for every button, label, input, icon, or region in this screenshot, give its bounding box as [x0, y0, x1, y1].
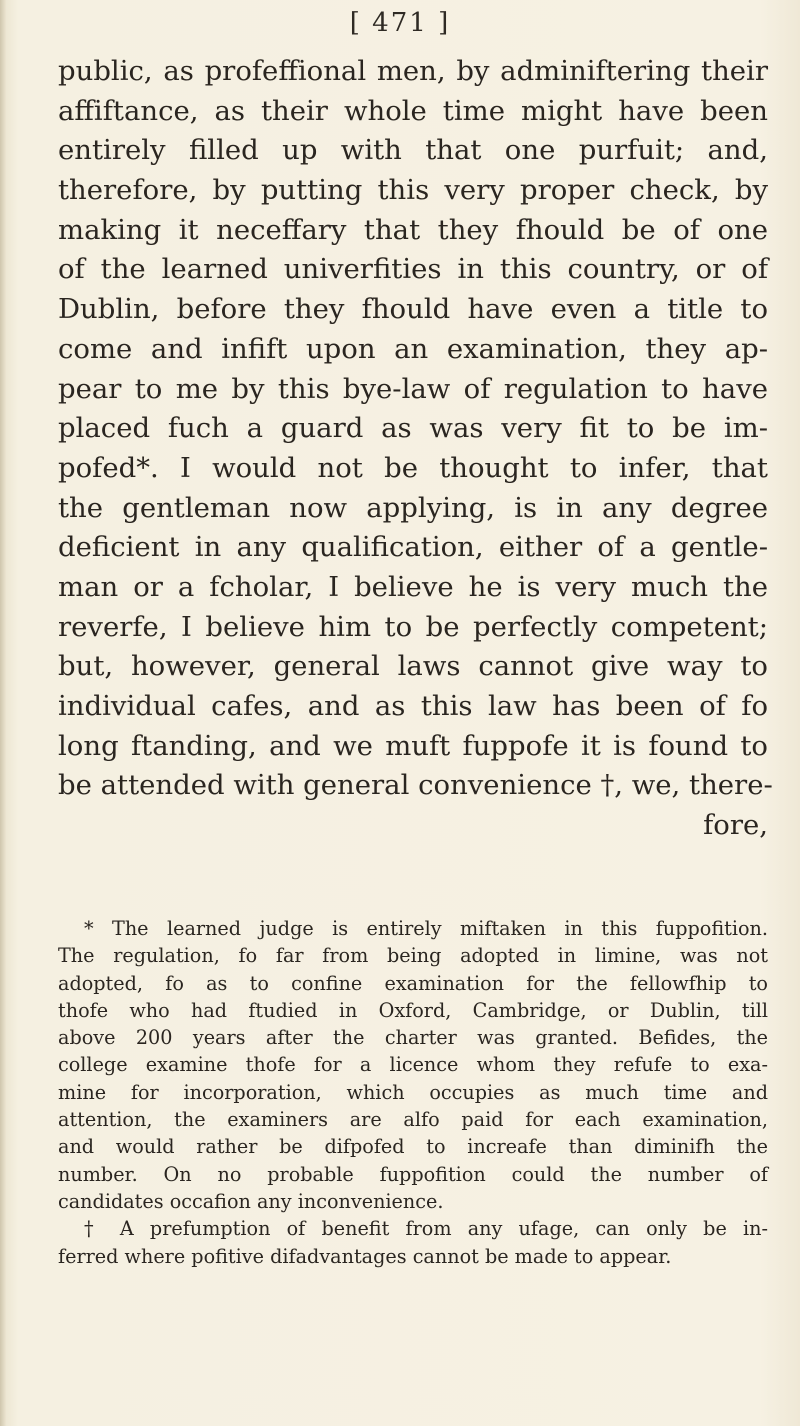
text-line: reverfe, I believe him to be perfectly competent; [58, 610, 768, 643]
text-line: public, as profeffional men, by adminiftering their [58, 55, 768, 87]
text-line: deficient in any qualification, either of a gentle- [58, 531, 768, 564]
text-line: long ftanding, and we muft fuppofe it is found to [58, 729, 768, 762]
text-line: therefore, by putting this very proper check, by [58, 174, 768, 207]
catchword: fore, [703, 809, 768, 842]
footnote-line: mine for incorporation, which occupies as much time and [58, 1080, 768, 1104]
text-line: pear to me by this bye-law of regulation to have [58, 372, 768, 405]
footnotes [58, 915, 768, 1270]
footnote-line: * The learned judge is entirely miftaken in this fuppofition. [84, 917, 768, 940]
text-line: but, however, general laws cannot give way to [58, 650, 768, 683]
text-line: placed fuch a guard as was very fit to be im- [58, 412, 768, 445]
footnote-line: attention, the examiners are alfo paid for each examination, [58, 1108, 768, 1132]
footnote-line: thofe who had ftudied in Oxford, Cambridge, or Dublin, till [58, 998, 768, 1022]
text-line: individual cafes, and as this law has been of fo [58, 690, 768, 722]
page-number: [ 471 ] [349, 8, 451, 38]
footnote-line: The regulation, fo far from being adopted in limine, was not [58, 944, 768, 968]
footnote-line: candidates occafion any inconvenience. [58, 1189, 444, 1213]
text-line: pofed*. I would not be thought to infer, that [58, 451, 768, 484]
text-line: affiftance, as their whole time might have been [58, 94, 768, 127]
text-line: of the learned univerfities in this country, or of [58, 253, 768, 286]
footnote-line: and would rather be difpofed to increafe than diminifh the [58, 1135, 768, 1159]
page-binding-edge [0, 0, 6, 1426]
footnote-line: above 200 years after the charter was granted. Befides, the [58, 1026, 768, 1050]
text-line: the gentleman now applying, is in any degree [58, 491, 768, 524]
text-line: man or a fcholar, I believe he is very much the [58, 570, 768, 603]
footnote-line: ferred where pofitive difadvantages cannot be made to appear. [58, 1244, 672, 1268]
footnote-line: college examine thofe for a licence whom they refufe to exa- [58, 1053, 768, 1077]
text-line: be attended with general convenience †, we, there- [58, 769, 773, 802]
text-line: making it neceffary that they fhould be of one [58, 213, 768, 246]
footnote-line: adopted, fo as to confine examination for the fellowfhip to [58, 971, 768, 995]
text-line: Dublin, before they fhould have even a title to [58, 293, 768, 326]
footnote-line: number. On no probable fuppofition could the number of [58, 1162, 768, 1186]
footnote-line: † A prefumption of benefit from any ufage, can only be in- [84, 1217, 768, 1241]
text-line: entirely filled up with that one purfuit; and, [58, 134, 768, 167]
main-text [58, 52, 773, 846]
text-line: come and infift upon an examination, they ap- [58, 332, 768, 365]
